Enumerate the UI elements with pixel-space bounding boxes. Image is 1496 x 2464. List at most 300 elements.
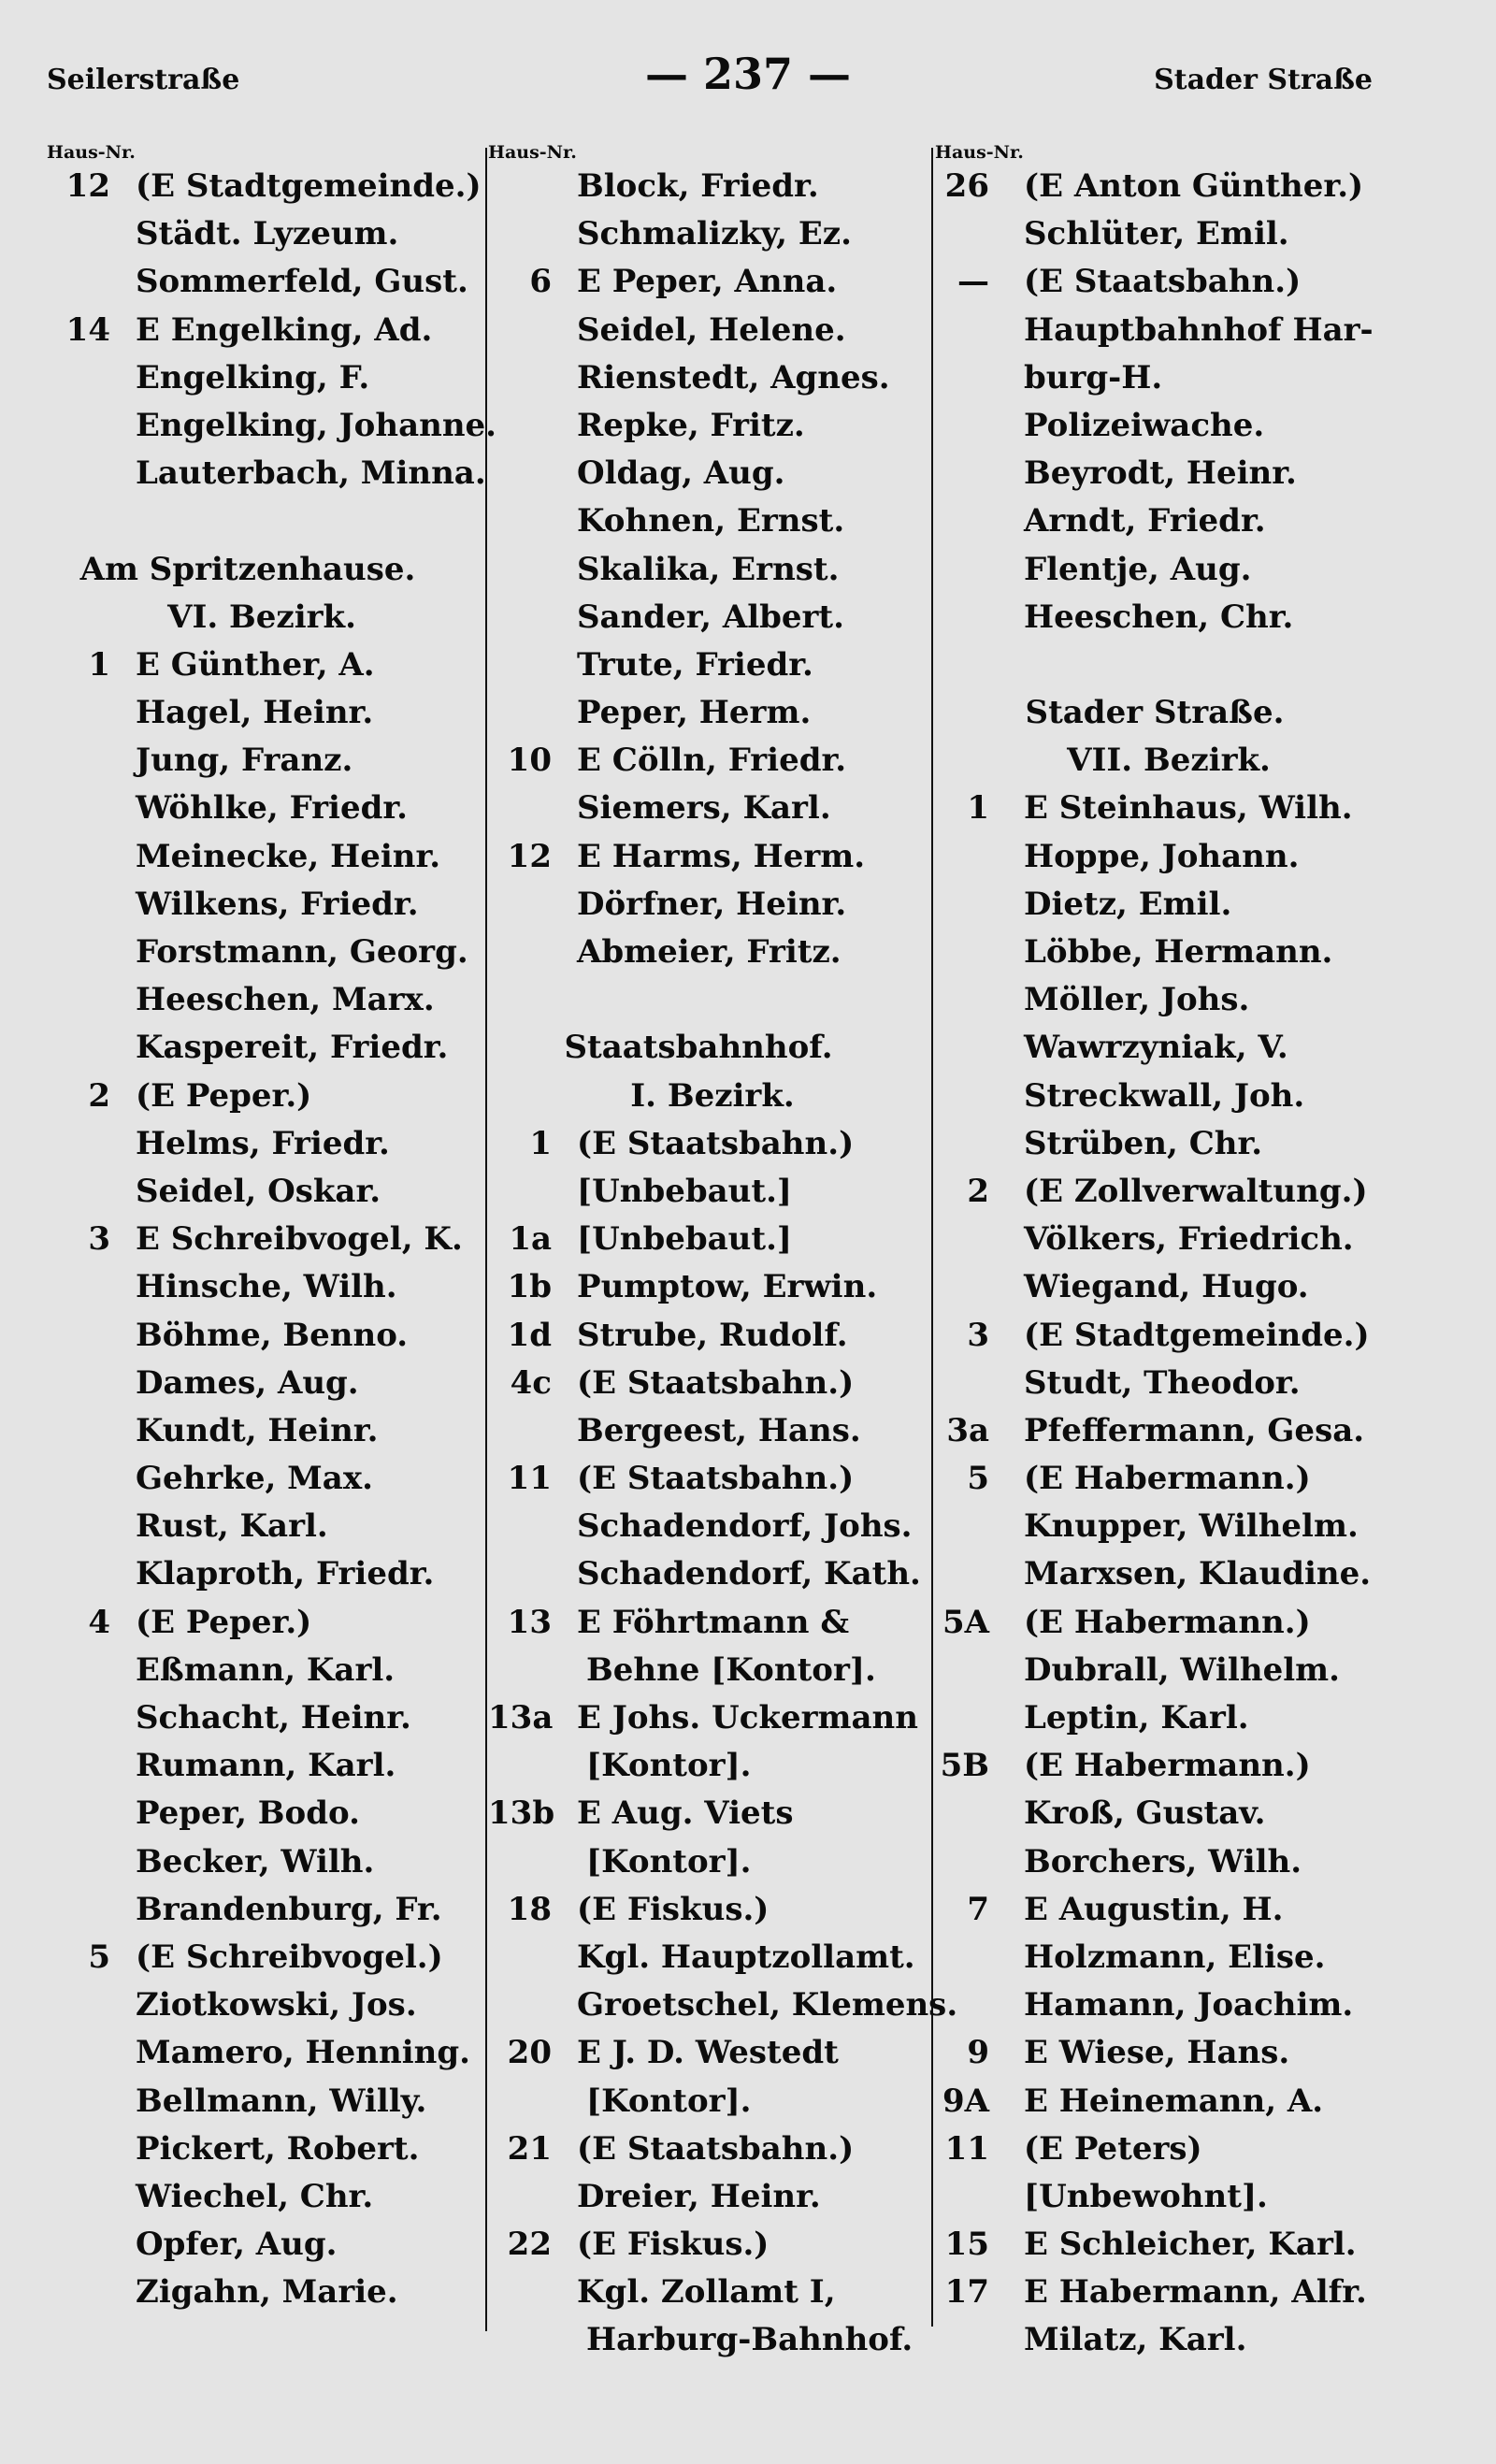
directory-entry [935, 1599, 1402, 1647]
resident-name: (E Stadtgemeinde.) [1024, 1316, 1370, 1354]
directory-entry [47, 2078, 477, 2125]
directory-entry [935, 354, 1402, 402]
resident-name: Streckwall, Joh. [1024, 1076, 1305, 1115]
resident-name: Behne [Kontor]. [586, 1650, 876, 1689]
directory-entry [935, 163, 1402, 210]
resident-name: Polizeiwache. [1024, 406, 1265, 444]
resident-name: Dreier, Heinr. [577, 2177, 821, 2215]
house-number-label: Haus-Nr. [47, 142, 136, 163]
directory-entry [488, 354, 937, 402]
resident-name: Helms, Friedr. [136, 1124, 390, 1162]
directory-entry [47, 1360, 477, 1407]
directory-entry [47, 1550, 477, 1598]
district-label [935, 737, 1402, 785]
running-head-right: Stader Straße [1154, 64, 1373, 96]
directory-entry [488, 1838, 937, 1886]
resident-name: [Unbebaut.] [577, 1172, 793, 1210]
street-heading [935, 689, 1402, 737]
resident-name: E Wiese, Hans. [1024, 2034, 1290, 2072]
directory-entry [935, 1024, 1402, 1072]
resident-name: Hamann, Joachim. [1024, 1986, 1354, 2025]
directory-entry [935, 785, 1402, 832]
directory-entry [488, 1120, 937, 1168]
house-number: 13b [488, 1794, 555, 1833]
resident-name: Schadendorf, Kath. [577, 1555, 921, 1593]
house-number: 13a [488, 1699, 554, 1736]
street-name: Staatsbahnhof. [564, 1029, 833, 1067]
directory-entry [935, 1120, 1402, 1168]
directory-entry [488, 1168, 937, 1216]
directory-entry [47, 1216, 477, 1263]
resident-name: E Cölln, Friedr. [577, 742, 847, 780]
resident-name: Wawrzyniak, V. [1024, 1029, 1288, 1067]
resident-name: (E Zollverwaltung.) [1024, 1172, 1368, 1210]
house-number: 22 [507, 2226, 552, 2264]
resident-name: (E Staatsbahn.) [1024, 263, 1302, 301]
resident-name: E Günther, A. [136, 645, 375, 684]
directory-entry [935, 1886, 1402, 1934]
directory-entry [935, 1503, 1402, 1550]
column-2 [488, 142, 958, 2365]
directory-entry [47, 737, 477, 785]
resident-name: E Augustin, H. [1024, 1890, 1284, 1928]
directory-entry [47, 258, 477, 306]
directory-entry [935, 2269, 1402, 2316]
directory-entry [47, 1503, 477, 1550]
resident-name: Wiegand, Hugo. [1024, 1268, 1309, 1306]
resident-name: E Steinhaus, Wilh. [1024, 789, 1353, 828]
resident-name: Zigahn, Marie. [136, 2273, 398, 2312]
resident-name: [Kontor]. [586, 2082, 752, 2120]
directory-entry [47, 1599, 477, 1647]
resident-name: Wiechel, Chr. [136, 2177, 374, 2215]
resident-name: Forstmann, Georg. [136, 933, 468, 971]
resident-name: burg-H. [1024, 358, 1163, 396]
house-number: 11 [507, 1460, 552, 1498]
directory-entry [47, 307, 477, 354]
directory-entry [47, 1455, 477, 1503]
column-1 [47, 142, 497, 2316]
running-head-left: Seilerstraße [47, 64, 240, 96]
resident-name: Holzmann, Elise. [1024, 1938, 1326, 1976]
house-number: 21 [507, 2129, 552, 2168]
district-name: VI. Bezirk. [167, 598, 356, 636]
resident-name: (E Staatsbahn.) [577, 1124, 855, 1162]
house-number: 12 [507, 837, 552, 875]
house-number: 9A [942, 2082, 989, 2120]
directory-entry [488, 1647, 937, 1694]
house-number: 3 [967, 1316, 989, 1354]
resident-name: Skalika, Ernst. [577, 550, 840, 588]
resident-name: E Peper, Anna. [577, 263, 838, 301]
directory-entry [488, 546, 937, 594]
directory-entry [47, 1886, 477, 1934]
directory-entry [488, 2316, 937, 2364]
directory-entry [935, 497, 1402, 545]
resident-name: Leptin, Karl. [1024, 1699, 1249, 1736]
house-number: 5 [967, 1460, 989, 1498]
house-number: 4 [88, 1603, 110, 1641]
resident-name: [Unbewohnt]. [1024, 2177, 1268, 2215]
directory-entry [488, 497, 937, 545]
resident-name: Mamero, Henning. [136, 2034, 470, 2072]
directory-entry [47, 1073, 477, 1120]
directory-entry [488, 210, 937, 258]
house-number: 12 [65, 167, 110, 205]
resident-name: Block, Friedr. [577, 167, 819, 205]
directory-entry [935, 2173, 1402, 2221]
resident-name: Rumann, Karl. [136, 1747, 396, 1785]
resident-name: Kundt, Heinr. [136, 1411, 379, 1449]
directory-entry [47, 1742, 477, 1790]
directory-entry [935, 402, 1402, 450]
directory-entry [935, 1407, 1402, 1455]
resident-name: Trute, Friedr. [577, 645, 813, 684]
directory-entry [935, 1838, 1402, 1886]
resident-name: Kroß, Gustav. [1024, 1794, 1266, 1833]
directory-entry [488, 258, 937, 306]
directory-entry [488, 2029, 937, 2077]
directory-entry [488, 1934, 937, 1981]
directory-entry [47, 1981, 477, 2029]
directory-entry [935, 210, 1402, 258]
resident-name: (E Stadtgemeinde.) [136, 167, 482, 205]
house-number: 5 [88, 1938, 110, 1976]
house-number: 3 [88, 1220, 110, 1259]
resident-name: (E Staatsbahn.) [577, 2129, 855, 2168]
district-label [488, 1073, 937, 1120]
directory-entry [488, 1407, 937, 1455]
directory-entry [488, 2125, 937, 2173]
resident-name: Jung, Franz. [136, 742, 353, 780]
resident-name: Wilkens, Friedr. [136, 885, 419, 923]
resident-name: Möller, Johs. [1024, 981, 1250, 1019]
house-number: 1 [88, 645, 110, 684]
resident-name: Groetschel, Klemens. [577, 1986, 958, 2025]
directory-entry [935, 1216, 1402, 1263]
directory-entry [47, 929, 477, 976]
resident-name: Hoppe, Johann. [1024, 837, 1300, 875]
directory-entry [935, 833, 1402, 881]
resident-name: (E Peper.) [136, 1603, 312, 1641]
resident-name: (E Staatsbahn.) [577, 1363, 855, 1402]
directory-entry [488, 1550, 937, 1598]
directory-entry [47, 785, 477, 832]
resident-name: Repke, Fritz. [577, 406, 805, 444]
directory-entry [488, 2221, 937, 2269]
resident-name: E Schleicher, Karl. [1024, 2226, 1357, 2264]
street-heading [47, 546, 477, 594]
directory-entry [488, 307, 937, 354]
resident-name: Dörfner, Heinr. [577, 885, 847, 923]
resident-name: (E Fiskus.) [577, 1890, 770, 1928]
directory-entry [47, 1407, 477, 1455]
resident-name: (E Fiskus.) [577, 2226, 770, 2264]
resident-name: Flentje, Aug. [1024, 550, 1252, 588]
resident-name: Hauptbahnhof Har- [1024, 310, 1374, 349]
directory-entry [47, 1168, 477, 1216]
directory-entry [935, 594, 1402, 641]
district-name: VII. Bezirk. [1067, 742, 1271, 780]
resident-name: Siemers, Karl. [577, 789, 831, 828]
section-spacer [488, 976, 937, 1024]
house-number: 7 [967, 1890, 989, 1928]
resident-name: Peper, Bodo. [136, 1794, 360, 1833]
directory-entry [488, 689, 937, 737]
directory-entry [935, 881, 1402, 929]
resident-name: Löbbe, Hermann. [1024, 933, 1333, 971]
directory-entry [47, 2173, 477, 2221]
directory-entry [488, 881, 937, 929]
directory-entry [488, 402, 937, 450]
directory-entry [935, 1263, 1402, 1311]
directory-entry [47, 1120, 477, 1168]
directory-entry [488, 1455, 937, 1503]
directory-entry [935, 1168, 1402, 1216]
directory-entry [488, 1694, 937, 1742]
directory-entry [935, 1360, 1402, 1407]
resident-name: Knupper, Wilhelm. [1024, 1507, 1359, 1546]
directory-entry [935, 1073, 1402, 1120]
resident-name: Marxsen, Klaudine. [1024, 1555, 1372, 1593]
directory-entry [935, 546, 1402, 594]
directory-entry [935, 1647, 1402, 1694]
directory-entry [47, 1647, 477, 1694]
directory-entry [47, 210, 477, 258]
resident-name: (E Habermann.) [1024, 1460, 1311, 1498]
resident-name: (E Schreibvogel.) [136, 1938, 443, 1976]
directory-entry [47, 354, 477, 402]
house-number: 1b [507, 1268, 552, 1306]
directory-entry [488, 929, 937, 976]
directory-entry [488, 163, 937, 210]
directory-entry [488, 1263, 937, 1311]
directory-entry [935, 1742, 1402, 1790]
house-number: 17 [944, 2273, 989, 2312]
directory-entry [47, 2125, 477, 2173]
resident-name: Peper, Herm. [577, 694, 812, 732]
house-number: 26 [944, 167, 989, 205]
resident-name: E Heinemann, A. [1024, 2082, 1324, 2120]
resident-name: Dames, Aug. [136, 1363, 359, 1402]
directory-entry [488, 450, 937, 497]
resident-name: Klaproth, Friedr. [136, 1555, 435, 1593]
directory-entry [47, 1790, 477, 1837]
resident-name: Dietz, Emil. [1024, 885, 1232, 923]
column-3 [935, 142, 1402, 2365]
resident-name: Arndt, Friedr. [1024, 502, 1266, 540]
house-number: 10 [507, 742, 552, 780]
resident-name: Bellmann, Willy. [136, 2082, 427, 2120]
directory-entry [47, 402, 497, 450]
resident-name: [Unbebaut.] [577, 1220, 793, 1259]
resident-name: Opfer, Aug. [136, 2226, 338, 2264]
resident-name: (E Staatsbahn.) [577, 1460, 855, 1498]
resident-name: Kgl. Zollamt I, [577, 2273, 836, 2312]
house-number: 9 [967, 2034, 989, 2072]
house-number: 6 [529, 263, 552, 301]
page-number: — 237 — [644, 49, 852, 99]
resident-name: [Kontor]. [586, 1747, 752, 1785]
resident-name: Schacht, Heinr. [136, 1699, 411, 1736]
directory-entry [935, 2221, 1402, 2269]
directory-entry [47, 1024, 477, 1072]
resident-name: Borchers, Wilh. [1024, 1842, 1302, 1880]
house-number: 5A [942, 1603, 989, 1641]
resident-name: Hinsche, Wilh. [136, 1268, 397, 1306]
directory-entry [935, 2316, 1402, 2364]
house-number: 11 [944, 2129, 989, 2168]
resident-name: Pumptow, Erwin. [577, 1268, 878, 1306]
house-number: 14 [65, 310, 110, 349]
directory-entry [488, 1742, 937, 1790]
resident-name: E Aug. Viets [577, 1794, 794, 1833]
street-name: Stader Straße. [1025, 694, 1285, 732]
directory-entry [488, 833, 937, 881]
resident-name: Gehrke, Max. [136, 1460, 373, 1498]
resident-name: Pickert, Robert. [136, 2129, 420, 2168]
resident-name: Kaspereit, Friedr. [136, 1029, 449, 1067]
resident-name: Oldag, Aug. [577, 454, 785, 493]
resident-name: Sommerfeld, Gust. [136, 263, 468, 301]
resident-name: Meinecke, Heinr. [136, 837, 441, 875]
resident-name: Städt. Lyzeum. [136, 215, 399, 253]
resident-name: Bergeest, Hans. [577, 1411, 861, 1449]
directory-entry [935, 1312, 1402, 1360]
house-number: 1 [529, 1124, 552, 1162]
directory-entry [47, 1934, 477, 1981]
resident-name: E Habermann, Alfr. [1024, 2273, 1367, 2312]
directory-entry [47, 1694, 477, 1742]
house-number: 1a [509, 1220, 552, 1259]
resident-name: Kohnen, Ernst. [577, 502, 845, 540]
directory-entry [935, 1981, 1402, 2029]
resident-name: Brandenburg, Fr. [136, 1890, 442, 1928]
resident-name: Wöhlke, Friedr. [136, 789, 408, 828]
resident-name: Becker, Wilh. [136, 1842, 375, 1880]
directory-entry [935, 1934, 1402, 1981]
resident-name: Studt, Theodor. [1024, 1363, 1301, 1402]
section-spacer [935, 641, 1402, 689]
directory-entry [935, 450, 1402, 497]
street-name: Am Spritzenhause. [79, 550, 416, 588]
directory-entry [935, 2125, 1402, 2173]
directory-entry [488, 1599, 937, 1647]
directory-entry [47, 1838, 477, 1886]
district-name: I. Bezirk. [630, 1076, 795, 1115]
section-spacer [47, 497, 477, 545]
house-number: 5B [940, 1747, 989, 1785]
resident-name: Harburg-Bahnhof. [586, 2321, 913, 2359]
resident-name: [Kontor]. [586, 1842, 752, 1880]
resident-name: (E Anton Günther.) [1024, 167, 1364, 205]
house-number: 1d [507, 1316, 552, 1354]
directory-entry [47, 163, 482, 210]
directory-entry [488, 1216, 937, 1263]
resident-name: Engelking, F. [136, 358, 370, 396]
resident-name: Böhme, Benno. [136, 1316, 409, 1354]
resident-name: Schadendorf, Johs. [577, 1507, 913, 1546]
resident-name: Ziotkowski, Jos. [136, 1986, 417, 2025]
directory-entry [488, 1790, 937, 1837]
resident-name: Beyrodt, Heinr. [1024, 454, 1297, 493]
resident-name: (E Peper.) [136, 1076, 312, 1115]
resident-name: Strüben, Chr. [1024, 1124, 1263, 1162]
house-number: 18 [507, 1890, 552, 1928]
directory-entry [935, 1694, 1402, 1742]
directory-entry [47, 1263, 477, 1311]
directory-entry [488, 785, 937, 832]
directory-entry [488, 594, 937, 641]
resident-name: Rust, Karl. [136, 1507, 328, 1546]
directory-entry [47, 881, 477, 929]
resident-name: (E Habermann.) [1024, 1603, 1311, 1641]
directory-entry [488, 1981, 958, 2029]
resident-name: Lauterbach, Minna. [136, 454, 486, 493]
directory-entry [47, 641, 477, 689]
directory-entry [488, 1360, 937, 1407]
house-number: 20 [507, 2034, 552, 2072]
resident-name: E J. D. Westedt [577, 2034, 839, 2072]
resident-name: Kgl. Hauptzollamt. [577, 1938, 915, 1976]
resident-name: Heeschen, Chr. [1024, 598, 1294, 636]
house-number: 2 [88, 1076, 110, 1115]
directory-entry [935, 307, 1402, 354]
resident-name: E Schreibvogel, K. [136, 1220, 463, 1259]
resident-name: E Föhrtmann & [577, 1603, 850, 1641]
house-number: 2 [967, 1172, 989, 1210]
directory-entry [488, 2173, 937, 2221]
directory-entry [47, 450, 486, 497]
resident-name: Pfeffermann, Gesa. [1024, 1411, 1365, 1449]
resident-name: Sander, Albert. [577, 598, 844, 636]
resident-name: Milatz, Karl. [1024, 2321, 1247, 2359]
directory-entry [488, 737, 937, 785]
resident-name: Strube, Rudolf. [577, 1316, 848, 1354]
directory-entry [47, 2269, 477, 2316]
resident-name: Seidel, Helene. [577, 310, 846, 349]
resident-name: Hagel, Heinr. [136, 694, 374, 732]
directory-entry [488, 1503, 937, 1550]
directory-entry [47, 2221, 477, 2269]
house-number: — [957, 263, 989, 301]
house-number: 13 [507, 1603, 552, 1641]
resident-name: Schlüter, Emil. [1024, 215, 1289, 253]
house-number: 3a [946, 1411, 989, 1449]
resident-name: Dubrall, Wilhelm. [1024, 1650, 1340, 1689]
resident-name: Engelking, Johanne. [136, 406, 497, 444]
house-number-label: Haus-Nr. [488, 142, 577, 163]
resident-name: E Harms, Herm. [577, 837, 866, 875]
directory-entry [47, 689, 477, 737]
directory-entry [935, 1455, 1402, 1503]
house-number: 4c [510, 1363, 552, 1402]
directory-entry [935, 929, 1402, 976]
directory-entry [488, 1312, 937, 1360]
resident-name: Seidel, Oskar. [136, 1172, 381, 1210]
street-heading [488, 1024, 937, 1072]
district-label [47, 594, 477, 641]
directory-entry [935, 976, 1402, 1024]
resident-name: (E Peters) [1024, 2129, 1202, 2168]
directory-entry [935, 1790, 1402, 1837]
resident-name: E Johs. Uckermann [577, 1699, 918, 1736]
directory-entry [935, 2029, 1402, 2077]
directory-entry [47, 2029, 477, 2077]
directory-entry [935, 2078, 1402, 2125]
directory-entry [488, 2269, 937, 2316]
resident-name: Eßmann, Karl. [136, 1650, 396, 1689]
